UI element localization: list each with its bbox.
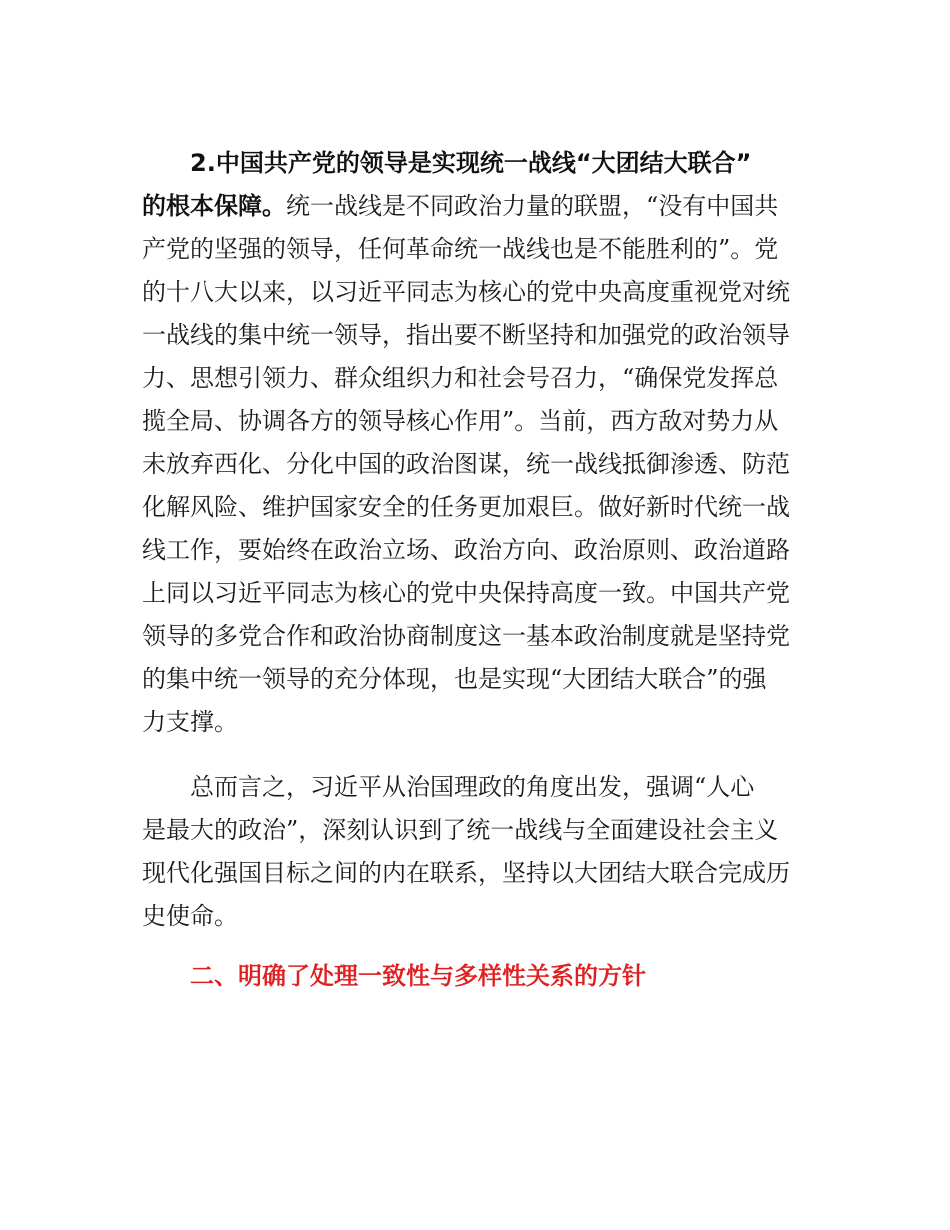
paragraph-line: 化解风险、维护国家安全的任务更加艰巨。做好新时代统一战 (142, 493, 790, 521)
paragraph-line: 的集中统一领导的充分体现，也是实现“大团结大联合”的强 (142, 665, 767, 693)
paragraph-line: 线工作，要始终在政治立场、政治方向、政治原则、政治道路 (142, 536, 790, 564)
paragraph-line: 未放弃西化、分化中国的政治图谋，统一战线抵御渗透、防范 (142, 450, 790, 478)
paragraph-line: 总而言之，习近平从治国理政的角度出发，强调“人心 (190, 773, 755, 801)
paragraph-line: 的十八大以来，以习近平同志为核心的党中央高度重视党对统 (142, 278, 790, 306)
paragraph-line: 力、思想引领力、群众组织力和社会号召力，“确保党发挥总 (142, 364, 779, 392)
paragraph-line: 领导的多党合作和政治协商制度这一基本政治制度就是坚持党 (142, 622, 790, 650)
paragraph-line: 史使命。 (142, 902, 238, 930)
paragraph-line: 揽全局、协调各方的领导核心作用”。当前，西方敌对势力从 (142, 407, 779, 435)
subheading-line-2: 的根本保障。 (142, 192, 286, 220)
paragraph-text: 统一战线是不同政治力量的联盟，“没有中国共 (286, 192, 779, 220)
section-heading: 二、明确了处理一致性与多样性关系的方针 (190, 962, 646, 990)
paragraph-line: 一战线的集中统一领导，指出要不断坚持和加强党的政治领导 (142, 321, 790, 349)
paragraph-line: 产党的坚强的领导，任何革命统一战线也是不能胜利的”。党 (142, 235, 779, 263)
paragraph-line: 上同以习近平同志为核心的党中央保持高度一致。中国共产党 (142, 579, 790, 607)
subheading-line-1: 2.中国共产党的领导是实现统一战线“大团结大联合” (190, 149, 752, 177)
paragraph-line: 力支撑。 (142, 708, 238, 736)
paragraph-line: 现代化强国目标之间的内在联系，坚持以大团结大联合完成历 (142, 859, 790, 887)
paragraph-line: 是最大的政治”，深刻认识到了统一战线与全面建设社会主义 (142, 816, 779, 844)
paragraph-line (142, 189, 778, 223)
